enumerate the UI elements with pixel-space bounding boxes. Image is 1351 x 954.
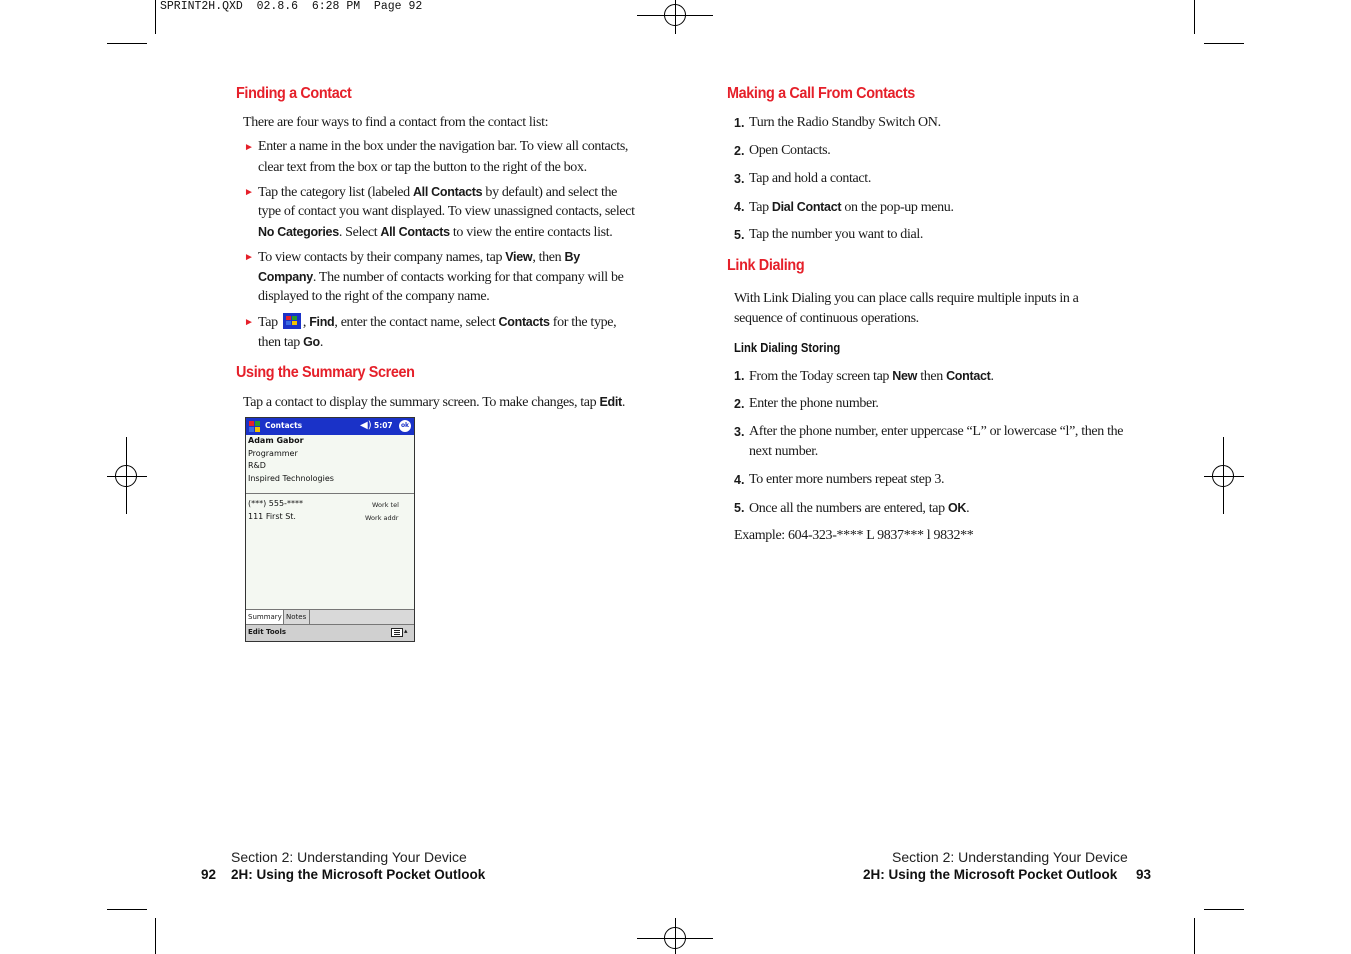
finding-bullet-3-line-3: displayed to the right of the company name. (258, 289, 490, 304)
address-label: Work addr (365, 514, 399, 522)
windows-start-icon (283, 313, 301, 329)
making-step-5-number: 5. (734, 228, 745, 242)
contacts-summary-screenshot (245, 417, 415, 642)
link-step-4: To enter more numbers repeat step 3. (749, 472, 945, 487)
contact-department: R&D (248, 461, 266, 470)
link-step-3-number: 3. (734, 425, 745, 439)
device-menu-bar (246, 624, 414, 642)
contact-company: Inspired Technologies (248, 474, 334, 483)
slug-line: SPRINT2H.QXD 02.8.6 6:28 PM Page 92 (160, 0, 423, 13)
bullet-arrow-icon: ► (244, 187, 254, 198)
device-title: Contacts (265, 421, 303, 430)
link-dialing-storing-subheading: Link Dialing Storing (734, 341, 841, 355)
speaker-icon: ◀) (360, 420, 372, 431)
link-intro-line-1: With Link Dialing you can place calls require multiple inputs in a (734, 291, 1079, 306)
menu-tools: Tools (266, 628, 287, 636)
tab-summary: Summary (246, 610, 284, 624)
making-step-3-number: 3. (734, 172, 745, 186)
link-step-2: Enter the phone number. (749, 396, 879, 411)
left-footer-chapter: 2H: Using the Microsoft Pocket Outlook (231, 867, 486, 882)
tab-notes: Notes (284, 610, 310, 624)
finding-bullet-4-line-2: then tap Go. (258, 335, 323, 350)
making-step-4: Tap Dial Contact on the pop-up menu. (749, 200, 954, 215)
finding-bullet-3-line-1: To view contacts by their company names, tap View, then By (258, 250, 580, 265)
link-example: Example: 604-323-**** L 9837*** l 9832** (734, 528, 974, 543)
making-step-2-number: 2. (734, 144, 745, 158)
keyboard-icon (391, 628, 403, 637)
bullet-arrow-icon: ► (244, 317, 254, 328)
device-time: 5:07 (374, 421, 393, 430)
making-step-1: Turn the Radio Standby Switch ON. (749, 115, 941, 130)
link-step-3-line-2: next number. (749, 444, 818, 459)
making-step-5: Tap the number you want to dial. (749, 227, 924, 242)
link-intro-line-2: sequence of continuous operations. (734, 311, 919, 326)
finding-intro: There are four ways to find a contact from the contact list: (243, 115, 549, 130)
link-step-3-line-1: After the phone number, enter uppercase “L” or lowercase “l”, then the (749, 424, 1124, 439)
link-step-5: Once all the numbers are entered, tap OK. (749, 501, 970, 516)
link-step-5-number: 5. (734, 501, 745, 515)
bullet-arrow-icon: ► (244, 252, 254, 263)
finding-bullet-1-line-1: Enter a name in the box under the navigation bar. To view all contacts, (258, 139, 629, 154)
finding-bullet-2-line-2: type of contact you want displayed. To view unassigned contacts, select (258, 204, 635, 219)
link-dialing-heading: Link Dialing (727, 257, 805, 274)
finding-bullet-1-line-2: clear text from the box or tap the button to the right of the box. (258, 160, 587, 175)
contact-phone: (***) 555-**** (248, 499, 303, 508)
windows-start-icon (247, 419, 262, 434)
left-footer-section: Section 2: Understanding Your Device (231, 849, 467, 865)
right-footer-chapter: 2H: Using the Microsoft Pocket Outlook (863, 867, 1118, 882)
link-step-4-number: 4. (734, 473, 745, 487)
device-divider (246, 493, 414, 494)
link-step-2-number: 2. (734, 397, 745, 411)
menu-edit: Edit (248, 628, 264, 636)
summary-screen-heading: Using the Summary Screen (236, 364, 415, 381)
finding-contact-heading: Finding a Contact (236, 85, 352, 102)
left-page-number: 92 (201, 867, 217, 882)
making-step-1-number: 1. (734, 116, 745, 130)
link-step-1: From the Today screen tap New then Contact. (749, 369, 994, 384)
contact-address: 111 First St. (248, 512, 296, 521)
summary-text: Tap a contact to display the summary screen. To make changes, tap Edit. (243, 395, 626, 410)
bullet-arrow-icon: ► (244, 142, 254, 153)
device-title-bar (246, 418, 414, 435)
contact-title: Programmer (248, 449, 298, 458)
contact-name: Adam Gabor (248, 436, 304, 445)
right-footer-section: Section 2: Understanding Your Device (892, 849, 1128, 865)
finding-bullet-2-line-3: No Categories. Select All Contacts to view the entire contacts list. (258, 225, 613, 240)
caret-up-icon: ▴ (404, 627, 408, 635)
finding-bullet-3-line-2: Company. The number of contacts working for that company will be (258, 270, 624, 285)
finding-bullet-4-line-1: Tap , Find, enter the contact name, select Contacts for the type, (258, 315, 617, 330)
making-step-2: Open Contacts. (749, 143, 831, 158)
making-step-3: Tap and hold a contact. (749, 171, 871, 186)
link-step-1-number: 1. (734, 369, 745, 383)
making-call-heading: Making a Call From Contacts (727, 85, 915, 102)
phone-label: Work tel (372, 501, 399, 509)
device-tabs (246, 609, 414, 625)
making-step-4-number: 4. (734, 200, 745, 214)
ok-button: ok (399, 420, 411, 432)
right-page-number: 93 (1136, 867, 1152, 882)
finding-bullet-2-line-1: Tap the category list (labeled All Contacts by default) and select the (258, 185, 618, 200)
